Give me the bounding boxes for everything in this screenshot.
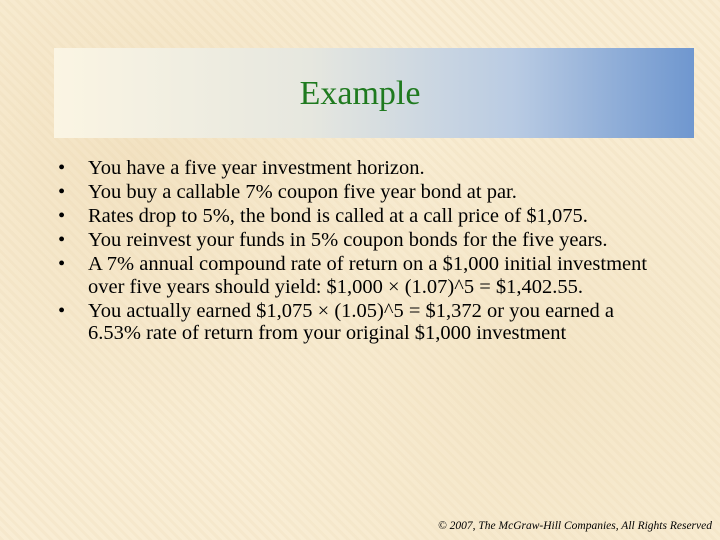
slide-title: Example: [299, 75, 421, 112]
bullet-text: You have a five year investment horizon.: [88, 157, 425, 179]
bullet-icon: •: [58, 181, 66, 203]
bullet-text: A 7% annual compound rate of return on a $1,000 initial investment over five years should yield: $1,000 × (1.07)^5 = $1,402.55.: [88, 253, 648, 298]
bullet-item: [58, 229, 658, 252]
bullet-list: [58, 157, 658, 346]
bullet-text: You reinvest your funds in 5% coupon bonds for the five years.: [88, 229, 608, 251]
bullet-item: [58, 157, 658, 180]
bullet-icon: •: [58, 157, 66, 179]
bullet-text: Rates drop to 5%, the bond is called at a call price of $1,075.: [88, 205, 588, 227]
copyright-footer: © 2007, The McGraw-Hill Companies, All Rights Reserved: [438, 520, 712, 532]
bullet-icon: •: [58, 299, 66, 322]
bullet-item: [58, 181, 658, 204]
bullet-item: [58, 300, 658, 345]
bullet-item: [58, 253, 658, 298]
bullet-text: You actually earned $1,075 × (1.05)^5 = $1,372 or you earned a 6.53% rate of return from your original $1,000 investment: [88, 299, 614, 344]
bullet-item: [58, 205, 658, 228]
bullet-text: You buy a callable 7% coupon five year bond at par.: [88, 181, 517, 203]
bullet-icon: •: [58, 205, 66, 227]
bullet-icon: •: [58, 253, 66, 275]
bullet-icon: •: [58, 229, 66, 251]
